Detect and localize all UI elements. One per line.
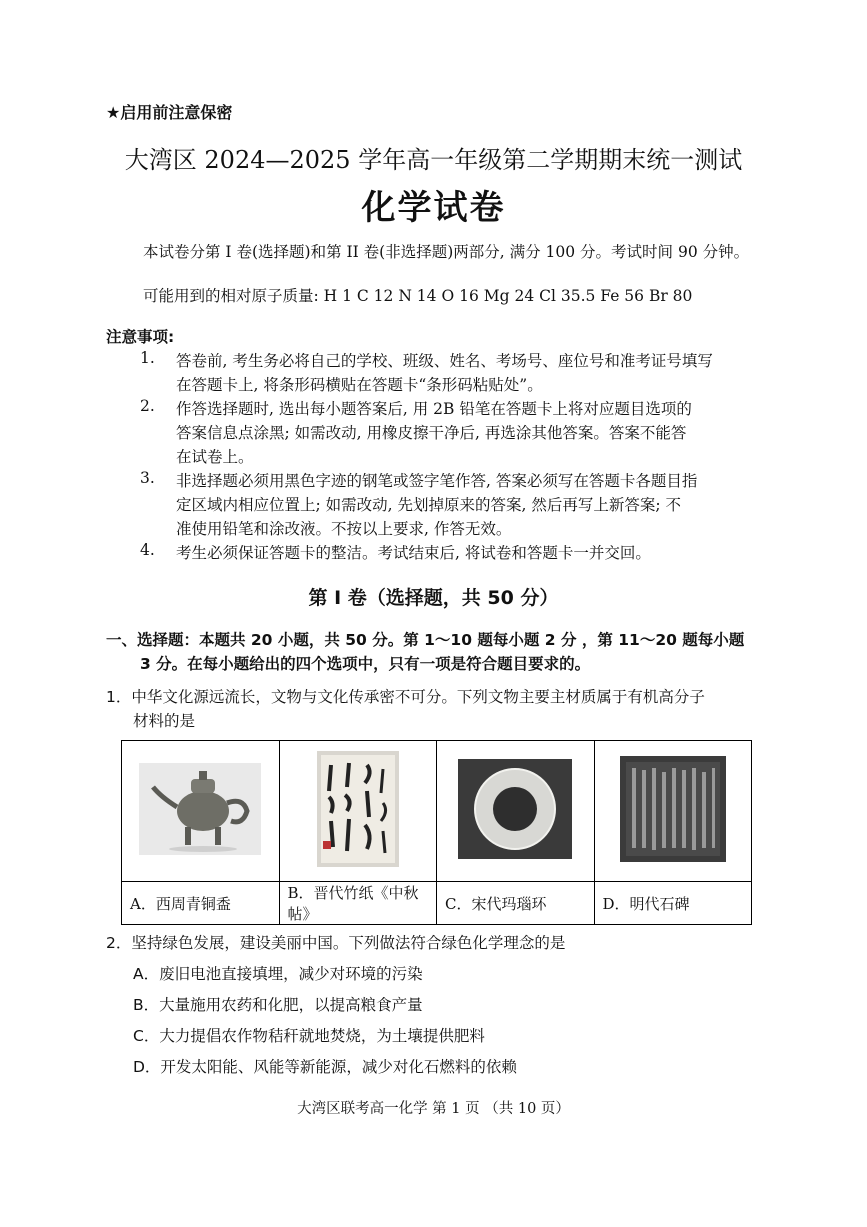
section-instruction: 一、选择题：本题共 20 小题，共 50 分。第 1～10 题每小题 2 分 ，第 11～20 题每小题 bbox=[106, 631, 745, 649]
question-1-stem: 1．中华文化源远流长，文物与文化传承密不可分。下列文物主要主材质属于有机高分子 bbox=[106, 688, 705, 706]
option-b-label: B．晋代竹纸《中秋帖》 bbox=[279, 882, 437, 925]
agate-ring-photo bbox=[458, 759, 572, 859]
option-a-label: A．西周青铜盉 bbox=[122, 882, 280, 925]
atomic-masses: 可能用到的相对原子质量: H 1 C 12 N 14 O 16 Mg 24 Cl 35.5 Fe 56 Br 80 bbox=[143, 287, 693, 305]
option-c-label: C．宋代玛瑙环 bbox=[437, 882, 595, 925]
page-footer: 大湾区联考高一化学 第 1 页 （共 10 页） bbox=[297, 1101, 570, 1117]
notes-heading: 注意事项: bbox=[106, 328, 175, 346]
option-b-image-cell bbox=[279, 741, 437, 882]
confidential-notice: ★启用前注意保密 bbox=[106, 103, 233, 122]
subject-title: 化学试卷 bbox=[361, 188, 506, 228]
note-number: 4. bbox=[140, 541, 155, 559]
note-line: 定区域内相应位置上; 如需改动, 先划掉原来的答案, 然后再写上新答案; 不 bbox=[176, 496, 682, 514]
exam-title: 大湾区 2024—2025 学年高一年级第二学期期末统一测试 bbox=[124, 146, 743, 174]
section-title: 第 I 卷（选择题，共 50 分） bbox=[308, 587, 559, 609]
exam-intro: 本试卷分第 I 卷(选择题)和第 II 卷(非选择题)两部分, 满分 100 分。考试时间 90 分钟。 bbox=[143, 243, 750, 261]
question-2-option-a: A．废旧电池直接填埋，减少对环境的污染 bbox=[133, 965, 423, 983]
section-instruction: 3 分。在每小题给出的四个选项中，只有一项是符合题目要求的。 bbox=[140, 655, 591, 673]
note-line: 非选择题必须用黑色字迹的钢笔或签字笔作答, 答案必须写在答题卡各题目指 bbox=[176, 472, 698, 490]
question-2-stem: 2．坚持绿色发展，建设美丽中国。下列做法符合绿色化学理念的是 bbox=[106, 934, 566, 952]
option-c-image-cell bbox=[437, 741, 595, 882]
question-2-option-d: D．开发太阳能、风能等新能源，减少对化石燃料的依赖 bbox=[133, 1058, 517, 1076]
option-a-image-cell bbox=[122, 741, 280, 882]
question-2-option-c: C．大力提倡农作物秸秆就地焚烧，为土壤提供肥料 bbox=[133, 1027, 485, 1045]
option-d-label: D．明代石碑 bbox=[594, 882, 752, 925]
note-line: 答卷前, 考生务必将自己的学校、班级、姓名、考场号、座位号和准考证号填写 bbox=[176, 352, 713, 370]
question-2-option-b: B．大量施用农药和化肥，以提高粮食产量 bbox=[133, 996, 423, 1014]
bronze-vessel-photo bbox=[139, 763, 261, 855]
note-number: 3. bbox=[140, 469, 155, 487]
note-number: 1. bbox=[140, 349, 155, 367]
question-1-stem: 材料的是 bbox=[133, 712, 196, 730]
artifact-options-table bbox=[121, 740, 752, 925]
note-line: 准使用铅笔和涂改液。不按以上要求, 作答无效。 bbox=[176, 520, 512, 538]
option-d-image-cell bbox=[594, 741, 752, 882]
note-line: 考生必须保证答题卡的整洁。考试结束后, 将试卷和答题卡一并交回。 bbox=[176, 544, 651, 562]
note-line: 在试卷上。 bbox=[176, 448, 254, 466]
note-line: 作答选择题时, 选出每小题答案后, 用 2B 铅笔在答题卡上将对应题目选项的 bbox=[176, 400, 692, 418]
note-line: 答案信息点涂黑; 如需改动, 用橡皮擦干净后, 再选涂其他答案。答案不能答 bbox=[176, 424, 687, 442]
calligraphy-scroll-photo bbox=[317, 751, 399, 867]
note-number: 2. bbox=[140, 397, 155, 415]
note-line: 在答题卡上, 将条形码横贴在答题卡“条形码粘贴处”。 bbox=[176, 376, 543, 394]
stone-tablet-rubbing-photo bbox=[620, 756, 726, 862]
